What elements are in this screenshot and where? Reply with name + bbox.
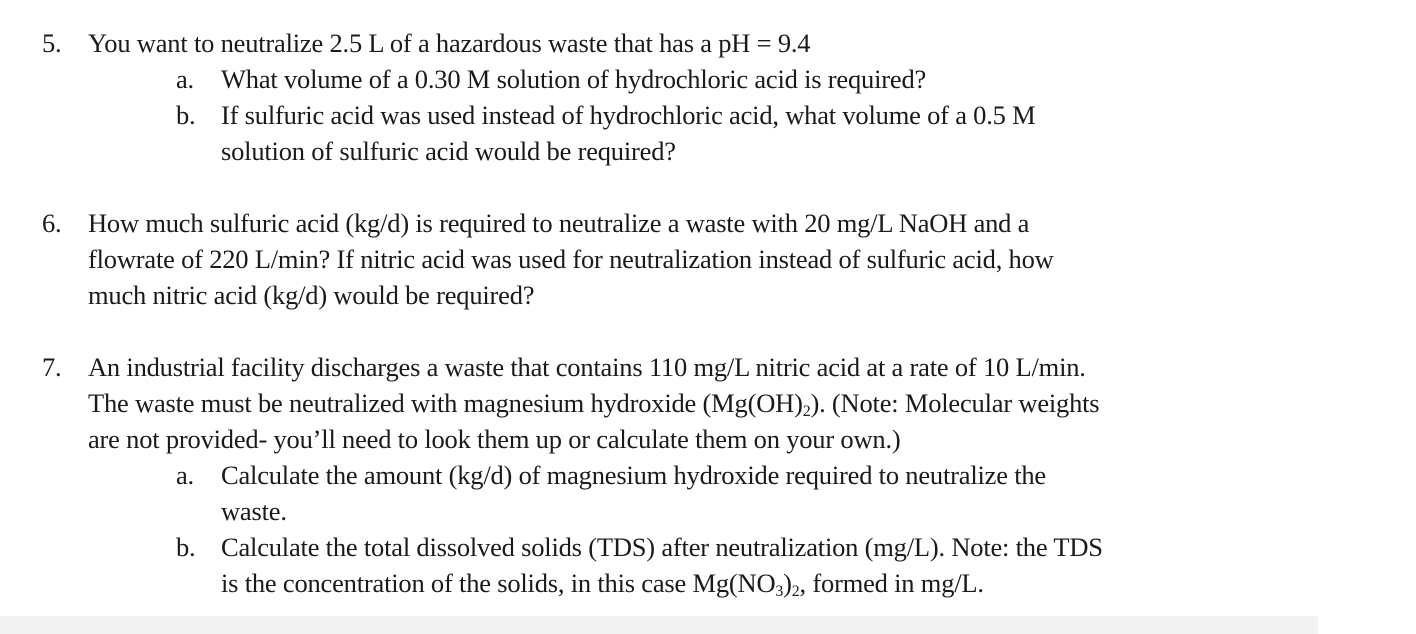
part-text: Calculate the total dissolved solids (TDS) after neutralization (mg/L). Note: the TDS [221,532,1103,562]
text-segment: ) [783,568,792,598]
question-number: 6. [42,208,62,238]
part-text: Calculate the amount (kg/d) of magnesium hydroxide required to neutralize the [221,460,1046,490]
question-text: flowrate of 220 L/min? If nitric acid was used for neutralization instead of sulfuric acid, how [88,244,1054,274]
question-text: are not provided- you’ll need to look them up or calculate them on your own.) [88,424,901,454]
part-text [221,565,984,601]
part-text: What volume of a 0.30 M solution of hydrochloric acid is required? [221,64,927,94]
part-text: waste. [221,496,287,526]
question-number: 7. [42,352,62,382]
part-text: If sulfuric acid was used instead of hydrochloric acid, what volume of a 0.5 M [221,100,1036,130]
part-label: a. [176,460,194,490]
question-number: 5. [42,28,62,58]
question-text: How much sulfuric acid (kg/d) is required to neutralize a waste with 20 mg/L NaOH and a [88,208,1030,238]
subscript: 2 [791,582,800,600]
part-label: b. [176,100,196,130]
page-bottom-shadow [0,616,1318,634]
part-text: solution of sulfuric acid would be required? [221,136,676,166]
question-text [88,385,1099,421]
subscript: 2 [802,402,811,420]
question-text: much nitric acid (kg/d) would be required? [88,280,535,310]
question-text: You want to neutralize 2.5 L of a hazardous waste that has a pH = 9.4 [88,28,811,58]
text-segment: is the concentration of the solids, in this case Mg(NO [221,568,776,598]
text-segment: ). (Note: Molecular weights [810,388,1100,418]
subscript: 3 [775,582,784,600]
text-segment: The waste must be neutralized with magnesium hydroxide (Mg(OH) [88,388,803,418]
text-segment: , formed in mg/L. [799,568,984,598]
part-label: a. [176,64,194,94]
question-text: An industrial facility discharges a waste that contains 110 mg/L nitric acid at a rate of 10 L/min. [88,352,1086,382]
part-label: b. [176,532,196,562]
